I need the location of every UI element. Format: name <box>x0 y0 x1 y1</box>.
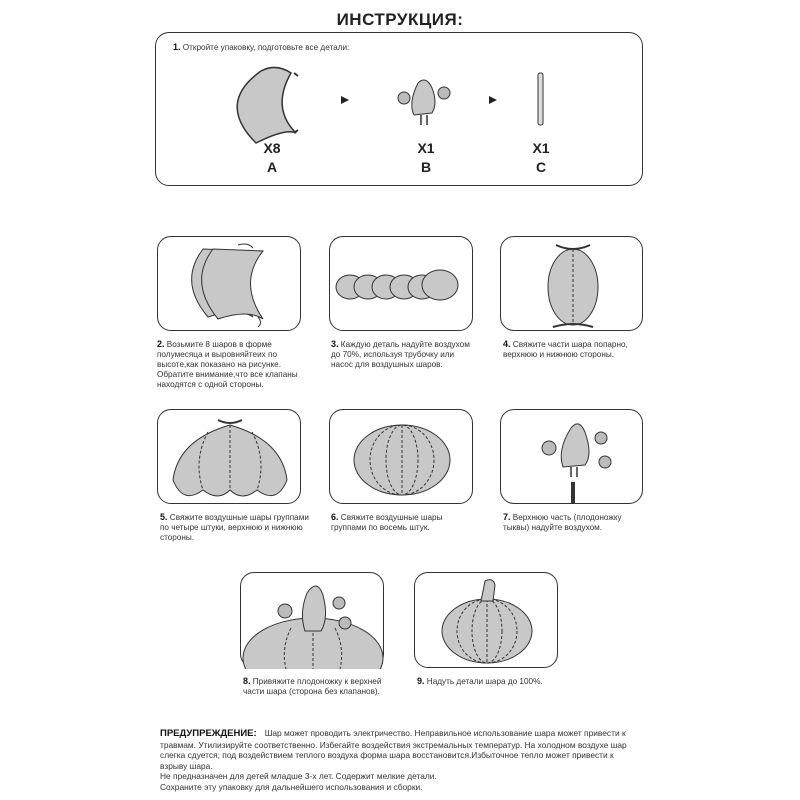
step-8-caption: 8. Привяжите плодоножку к верхней части шара (сторона без клапанов). <box>243 676 382 696</box>
part-b-letter: B <box>420 159 432 175</box>
step-3-image <box>329 236 473 331</box>
step-6-image <box>329 409 473 504</box>
step-7-image <box>500 409 643 504</box>
page-title: ИНСТРУКЦИЯ: <box>336 10 464 29</box>
parts-illustration <box>156 33 644 187</box>
step-9-caption: 9. Надуть детали шара до 100%. <box>417 676 543 686</box>
part-c-count: X1 <box>532 140 550 156</box>
part-c-letter: C <box>535 159 547 175</box>
step-8-image <box>240 572 384 668</box>
step-4-image <box>500 236 643 331</box>
step-4-caption: 4. Свяжите части шара попарно, верхнюю и нижнюю стороны. <box>503 339 628 359</box>
keep-package-note: Сохраните эту упаковку для дальнейшего использования и сборки. <box>160 781 423 792</box>
parts-panel <box>155 32 643 186</box>
warning-label: ПРЕДУПРЕЖДЕНИЕ: <box>160 728 257 739</box>
step-2-image <box>157 236 301 331</box>
step-5-image <box>157 409 301 504</box>
step-5-caption: 5. Свяжите воздушные шары группами по четыре штуки, верхнюю и нижнюю стороны. <box>160 512 309 542</box>
step-7-caption: 7. Верхнюю часть (плодоножку тыквы) надуйте воздухом. <box>503 512 622 532</box>
part-b-count: X1 <box>417 140 435 156</box>
step-3-caption: 3. Каждую деталь надуйте воздухом до 70%, используя трубочку или насос для воздушных шаров. <box>331 339 470 369</box>
part-a-letter: A <box>266 159 278 175</box>
step-6-caption: 6. Свяжите воздушные шары группами по восемь штук. <box>331 512 443 532</box>
step-2-caption: 2. Возьмите 8 шаров в форме полумесяца и выровняйтеих по высоте,как показано на рисунке. Обратите внимание,что все клапаны находятся с одной стороны. <box>157 339 298 389</box>
step-9-image <box>414 572 558 668</box>
part-a-count: X8 <box>263 140 281 156</box>
warning-text: ПРЕДУПРЕЖДЕНИЕ: Шар может проводить электричество. Неправильное использование шара может привести к травмам. Утилизируйте соответственно. Избегайте воздействия экстремальных температур. На холодном воздухе шар слегка сдуется; под воздействием теплого воздуха форма шара восстановится.Избыточное тепло может привести к взрыву шара. Не предназначен для детей младше 3-х лет. Содержит мелкие детали. Сохраните эту упаковку для дальнейшего использования и сборки. <box>160 728 640 792</box>
step-1-caption: 1. Откройте упаковку, подготовьте все детали: <box>173 42 350 52</box>
age-warning: Не предназначен для детей младше 3-х лет. Содержит мелкие детали. <box>160 771 437 781</box>
